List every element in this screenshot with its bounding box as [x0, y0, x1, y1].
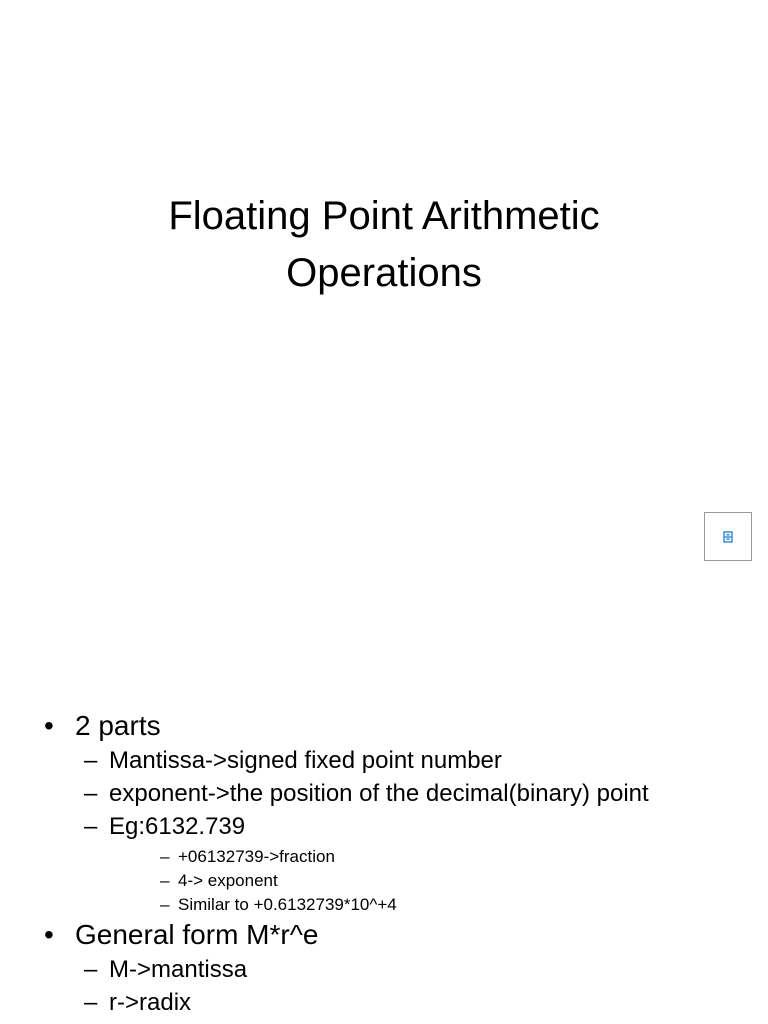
bullet-text: 2 parts [75, 710, 161, 741]
bullet-text: Mantissa->signed fixed point number [109, 747, 502, 774]
bullet-text: Eg:6132.739 [109, 813, 246, 840]
list-item [0, 893, 768, 917]
bullet-text: General form M*r^e [75, 919, 319, 950]
bullet-dash: – [84, 747, 98, 774]
bullet-text: r->radix [109, 989, 192, 1016]
bullet-list [0, 708, 768, 1019]
bullet-dash: – [84, 989, 98, 1016]
film-icon [721, 530, 735, 544]
list-item [0, 708, 768, 744]
bullet-dash: – [160, 895, 170, 914]
media-placeholder-button[interactable] [704, 512, 752, 561]
bullet-text: exponent->the position of the decimal(binary) point [109, 780, 649, 807]
bullet-dash: – [84, 813, 98, 840]
slide-title-line-1: Floating Point Arithmetic [168, 194, 600, 238]
list-item [0, 869, 768, 893]
bullet-text: 4-> exponent [178, 871, 278, 890]
list-item [0, 777, 768, 810]
bullet-text: Similar to +0.6132739*10^+4 [178, 895, 397, 914]
list-item [0, 953, 768, 986]
bullet-dot: • [44, 919, 54, 950]
bullet-text: +06132739->fraction [178, 847, 335, 866]
list-item [0, 744, 768, 777]
slide-title-line-2: Operations [286, 251, 482, 295]
slide-title [0, 188, 768, 302]
list-item [0, 917, 768, 953]
list-item [0, 845, 768, 869]
list-item [0, 810, 768, 843]
bullet-dot: • [44, 710, 54, 741]
bullet-dash: – [160, 847, 170, 866]
bullet-dash: – [84, 956, 98, 983]
bullet-dash: – [160, 871, 170, 890]
list-item [0, 986, 768, 1019]
bullet-dash: – [84, 780, 98, 807]
bullet-text: M->mantissa [109, 956, 248, 983]
